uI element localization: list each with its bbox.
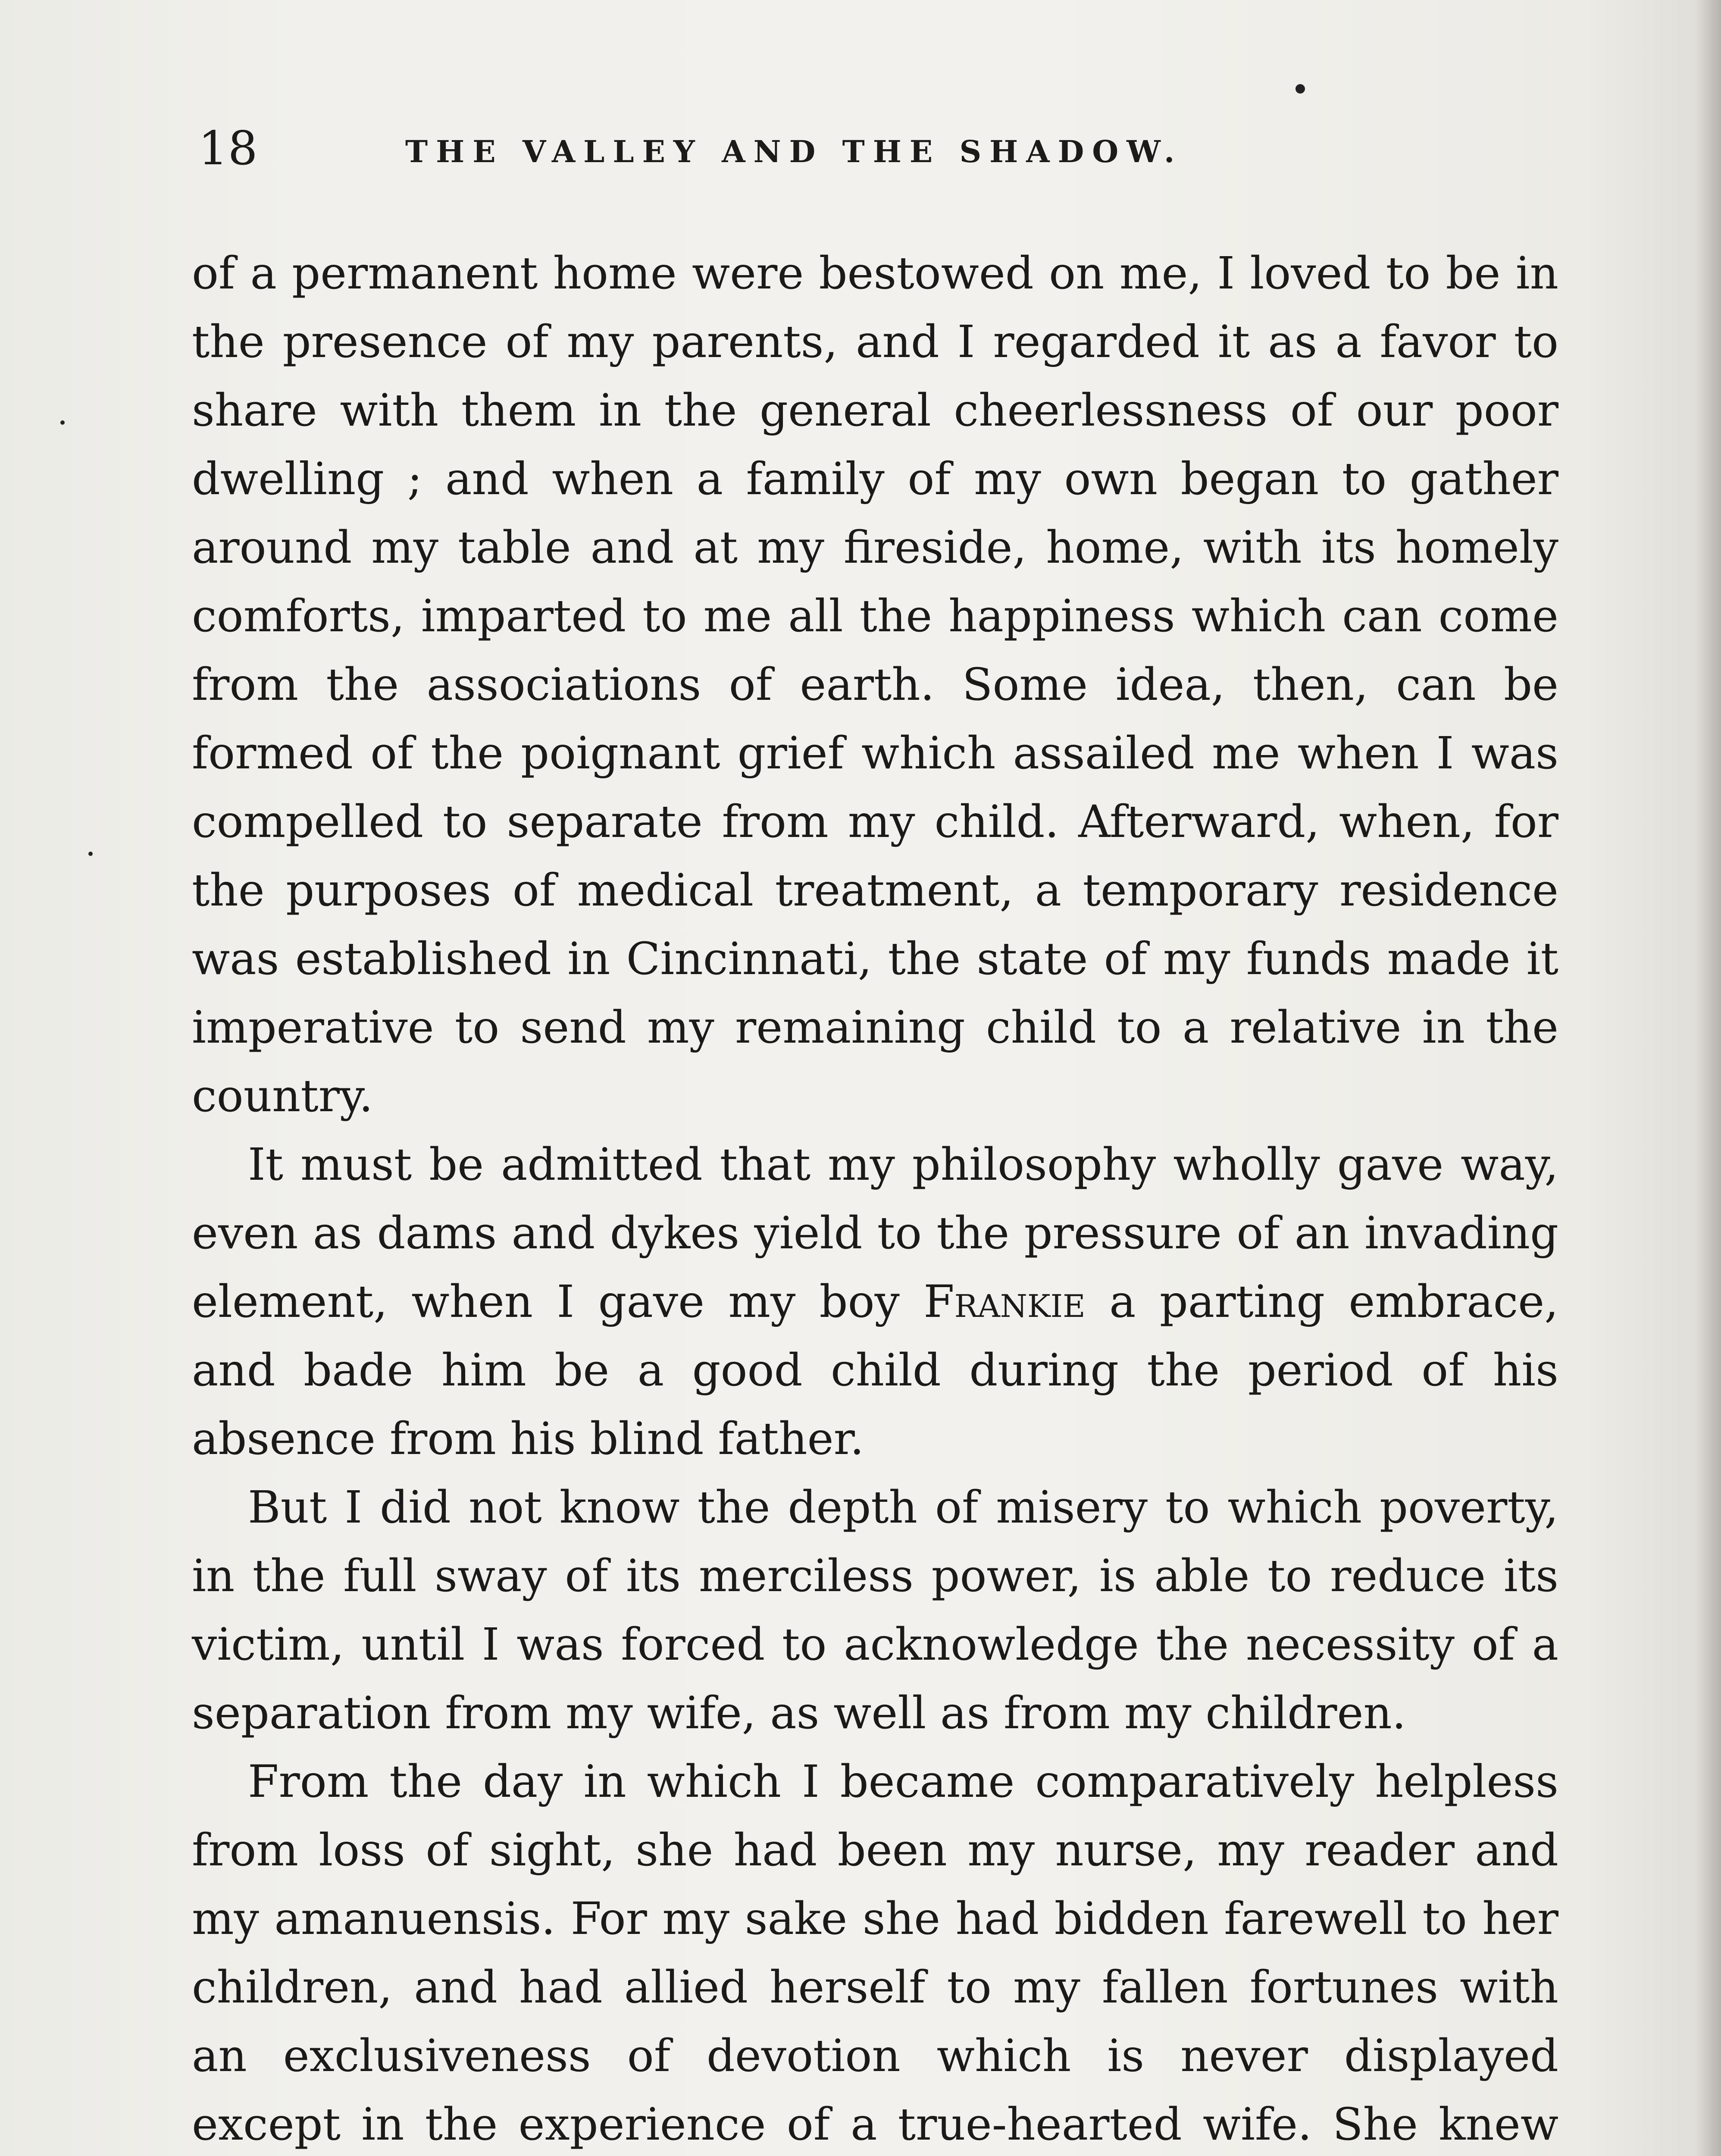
running-title: THE VALLEY AND THE SHADOW. [405, 134, 1183, 169]
name-frankie: Frankie [923, 1276, 1086, 1328]
paragraph-2-text-before: It must be admitted that my philosophy wholly gave way, even as dams and dykes yield to the pressure of an invading element, when I gave my boy [192, 1139, 1558, 1328]
ink-speck [1295, 84, 1305, 94]
paragraph-1: of a permanent home were bestowed on me, I loved to be in the presence of my parents, and I regarded it as a favor to share with them in the general cheerlessness of our poor dwelling ; and when a family of my own began to gather around my table and at my fireside, home, with its homely comforts, imparted to me all the happiness which can come from the associations of earth. Some idea, then, can be formed of the poignant grief which assailed me when I was compelled to separate from my child. Afterward, when, for the purposes of medical treatment, a temporary residence was established in Cincinnati, the state of my funds made it imperative to send my remaining child to a relative in the country. [192, 248, 1558, 1122]
paragraph-2 [192, 1131, 1558, 1473]
paragraph-2-text-after: a parting embrace, and bade him be a good child during the period of his absence from his blind father. [192, 1276, 1558, 1465]
page-header [198, 116, 1586, 185]
page-edge-shadow [1695, 0, 1721, 2156]
paragraph-3: But I did not know the depth of misery to which poverty, in the full sway of its merciless power, is able to reduce its victim, until I was forced to acknowledge the necessity of a separation from my wife, as well as from my children. [192, 1482, 1558, 1739]
paragraph-4: From the day in which I became comparatively helpless from loss of sight, she had been my nurse, my reader and my amanuensis. For my sake she had bidden farewell to her children, and had allied herself to my fallen fortunes with an exclusiveness of devotion which is never displayed except in the experience of a true-hearted wife. She knew [192, 1756, 1558, 2150]
ink-speck [88, 852, 93, 856]
body-text [192, 239, 1558, 2156]
page-number: 18 [198, 122, 258, 175]
ink-speck [60, 420, 65, 425]
